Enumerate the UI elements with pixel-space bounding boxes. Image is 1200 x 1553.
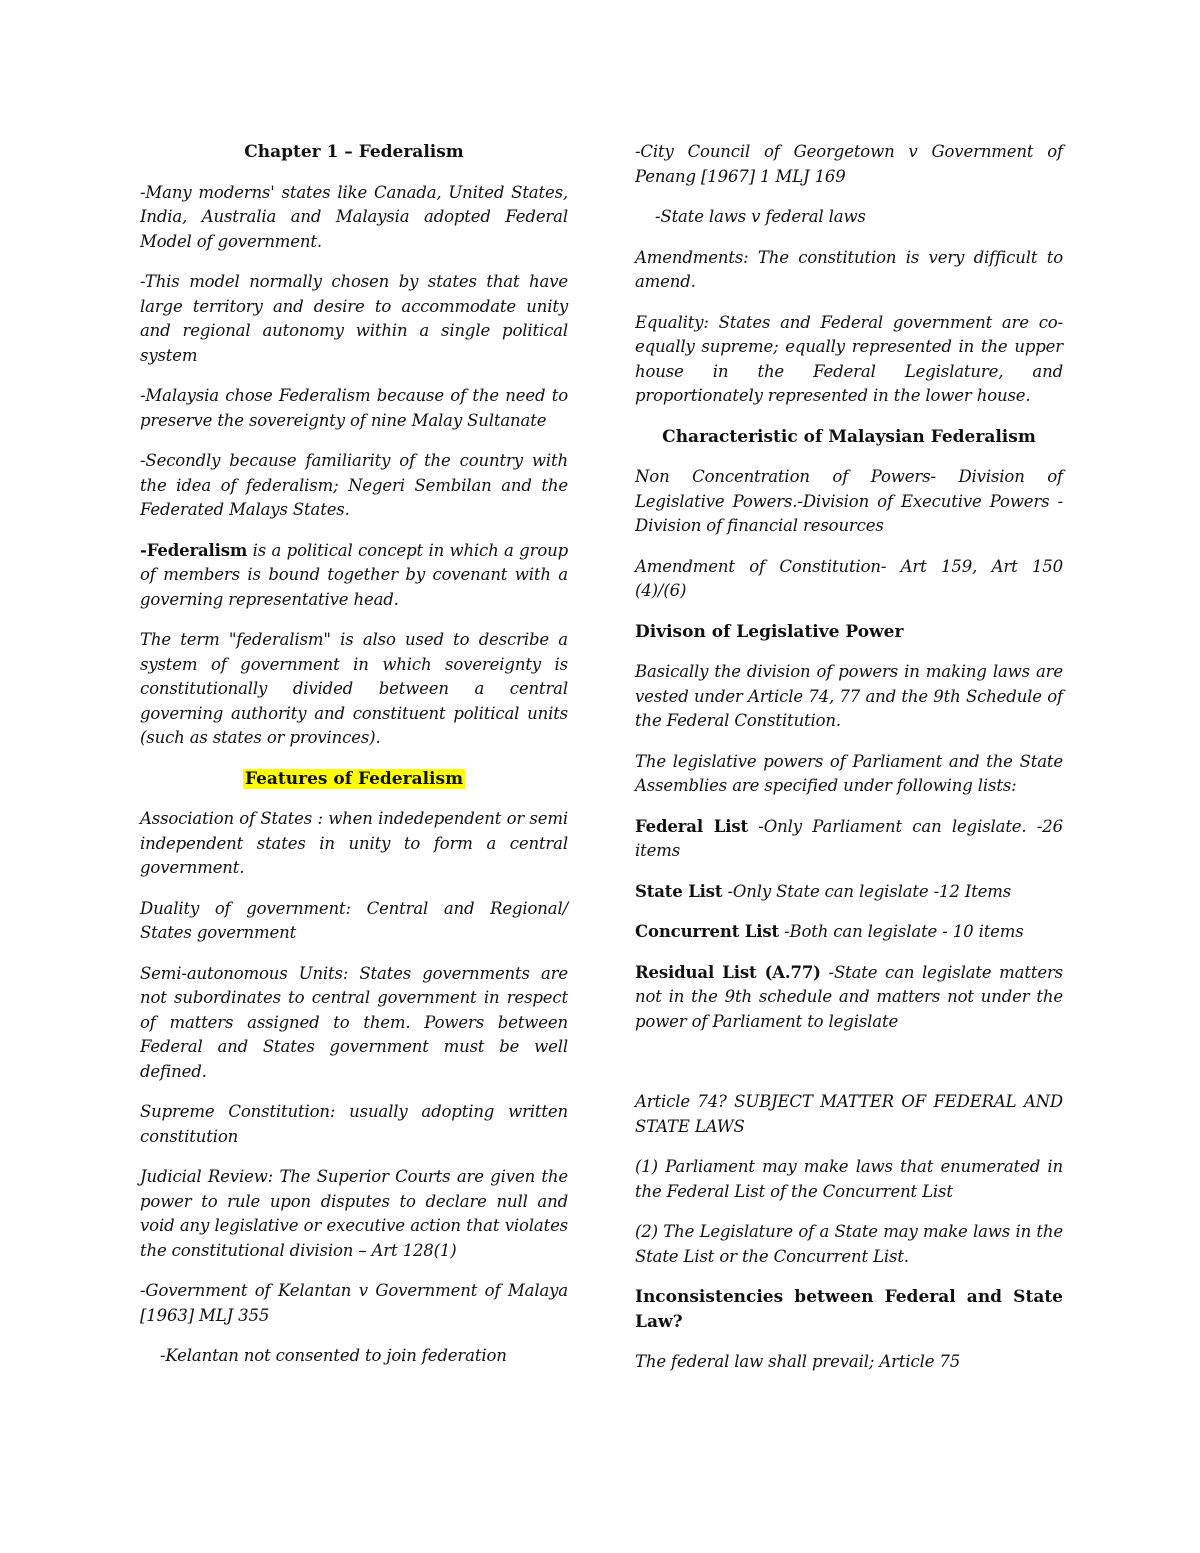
federal-list-label: Federal List [635,816,748,836]
article-74-clause-1: (1) Parliament may make laws that enumerated in the Federal List of the Concurrent List [635,1157,1063,1201]
left-column [140,140,568,1385]
paragraph-federalism-definition [140,539,568,613]
article-74-clause-2: (2) The Legislature of a State may make laws in the State List or the Concurrent List. [635,1222,1063,1266]
paragraph-term-federalism: The term "federalism" is also used to describe a system of government in which sovereignty is constitutionally divided between a central governing authority and constituent political units (such as states or provinces). [140,630,568,747]
characteristic-text: Non Concentration of Powers- Division of Legislative Powers.-Division of Executive Powers -Division of financial resources [635,467,1063,535]
inconsistencies-text: The federal law shall prevail; Article 75 [635,1352,961,1371]
federal-list-text: -Only Parliament can legislate. -26 items [635,816,1063,860]
concurrent-list-label: Concurrent List [635,922,779,941]
case-georgetown: -City Council of Georgetown v Government of Penang [1967] 1 MLJ 169 [635,142,1063,186]
features-heading: Features of Federalism [244,768,464,789]
federal-list-item [635,815,1063,864]
case-kelantan: -Government of Kelantan v Government of Malaya [1963] MLJ 355 [140,1281,568,1325]
legislative-power-heading: Divison of Legislative Power [635,621,904,642]
case-georgetown-note: -State laws v federal laws [655,207,866,226]
state-list-text: -Only State can legislate -12 Items [722,881,1012,901]
spacer [635,1050,1063,1090]
legislative-power-text-1: Basically the division of powers in making laws are vested under Article 74, 77 and the 9th Schedule of the Federal Constitution. [635,662,1063,730]
paragraph-secondly: -Secondly because familiarity of the country with the idea of federalism; Negeri Sembilan and the Federated Malays States. [140,451,568,519]
residual-list-label: Residual List (A.77) [635,962,821,982]
concurrent-list-item [635,920,1063,945]
chapter-title: Chapter 1 – Federalism [244,142,464,162]
legislative-power-text-2: The legislative powers of Parliament and the State Assemblies are specified under following lists: [635,751,1063,795]
feature-amendments: Amendments: The constitution is very difficult to amend. [635,247,1063,291]
federalism-definition-text: is a political concept in which a group of members is bound together by covenant with a governing representative head. [140,540,568,609]
feature-duality: Duality of government: Central and Regional/ States government [140,898,568,942]
paragraph-model-chosen: -This model normally chosen by states that have large territory and desire to accommodate unity and regional autonomy within a single political system [140,272,568,365]
residual-list-item [635,961,1063,1035]
feature-equality: Equality: States and Federal government are co-equally supreme; equally represented in the upper house in the Federal Legislature, and proportionately represented in the lower house. [635,312,1063,405]
feature-association: Association of States : when indedependent or semi independent states in unity to form a central government. [140,809,568,877]
case-kelantan-note: -Kelantan not consented to join federation [160,1346,507,1365]
state-list-label: State List [635,881,723,901]
right-column [635,140,1063,1391]
feature-supreme-constitution: Supreme Constitution: usually adopting written constitution [140,1102,568,1146]
feature-semi-autonomous: Semi-autonomous Units: States governments are not subordinates to central government in respect of matters assigned to them. Powers between Federal and States government must be well defined. [140,963,568,1081]
residual-list-text: -State can legislate matters not in the 9th schedule and matters not under the power of Parliament to legislate [635,962,1063,1031]
state-list-item [635,880,1063,905]
feature-judicial-review: Judicial Review: The Superior Courts are given the power to rule upon disputes to declare null and void any legislative or executive action that violates the constitutional division – Art 128(1) [140,1167,568,1260]
term-federalism: -Federalism [140,540,248,560]
article-74-title: Article 74? SUBJECT MATTER OF FEDERAL AND STATE LAWS [635,1092,1063,1136]
concurrent-list-text: -Both can legislate - 10 items [778,922,1024,941]
inconsistencies-heading: Inconsistencies between Federal and State Law? [635,1287,1063,1332]
amendment-of-constitution: Amendment of Constitution- Art 159, Art 150 (4)/(6) [635,556,1063,600]
characteristic-heading: Characteristic of Malaysian Federalism [662,426,1036,447]
paragraph-modern-states: -Many moderns' states like Canada, United States, India, Australia and Malaysia adopted Federal Model of government. [140,182,568,251]
paragraph-malaysia-chose: -Malaysia chose Federalism because of the need to preserve the sovereignty of nine Malay Sultanate [140,386,568,430]
features-heading-wrap [140,767,568,792]
